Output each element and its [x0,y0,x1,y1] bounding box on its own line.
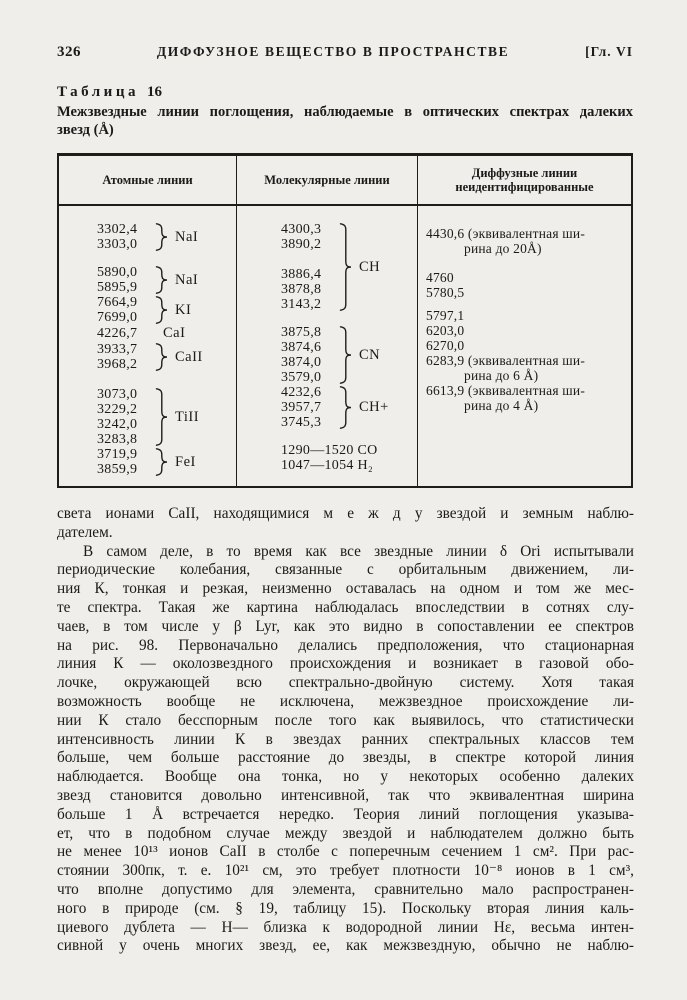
wavelength-value: 3242,0 [97,417,138,432]
brace-zone [155,223,175,251]
spectral-line-group [97,295,236,325]
text-line: света ионами CaII, находящимися м е ж д у звездой и земным наблю- [57,505,634,522]
text-line: сивной у очень многих звезд, ее, как межзвездную, обычно не наблю- [57,937,634,955]
species-label: CH+ [359,399,389,415]
wavelength-value: 3229,2 [97,402,138,417]
running-header [57,44,633,61]
text-line: больше, чем больше расстояние до звезды, в спектре которой линия [57,749,634,767]
text-line: чаев, в том числе у β Lyr, как это видно в сопоставлении ее спектров [57,617,634,635]
table-header-row [59,156,631,206]
curly-brace-icon [155,223,168,251]
table-label-word: Таблица [57,84,139,100]
species-label: CH [359,258,381,275]
curly-brace-icon [339,326,352,384]
wavelength-value [281,252,339,267]
text-line: те спектра. Такая же картина наблюдалась впоследствии в сотнях слу- [57,598,634,616]
paragraph [57,543,634,957]
wavelength-value: 3859,9 [97,462,138,477]
curly-brace-icon [155,343,168,371]
text-line: не менее 10¹³ ионов CaII в столбе с поперечным сечением 1 см². При рас- [57,843,634,861]
brace-zone [155,448,175,476]
diffuse-line: 6283,9 (эквивалентная ши- [426,353,586,368]
wavelength-list [97,265,155,295]
species-label: KI [175,301,192,318]
wavelength-value: 3933,7 [97,342,138,357]
text-line: дателем. [57,523,113,541]
spectral-line-group [97,342,236,372]
table-caption [57,104,633,139]
brace-zone [155,296,175,324]
text-line: возможность вообще не исключена, межзвездное происхождение ли- [57,692,634,710]
text-line: на рис. 98. Первоначально делались предположения, что стационарная [57,636,634,654]
text-line: ного в природе (см. § 19, таблицу 15). Поскольку вторая линия каль- [57,899,634,917]
curly-brace-icon [155,296,168,324]
column-header-diffuse-lines [418,156,631,204]
text-line: циевого дублета — Н— близка к водородной линии Нε, весьма интен- [57,918,634,936]
diffuse-line: 5797,1 [426,308,465,323]
spectral-line-group [97,222,236,252]
brace-zone [155,266,175,294]
wavelength-value: 4300,3 [281,222,322,237]
column-header-text: Молекулярные линии [264,172,390,187]
spectral-line-group [281,385,417,430]
table-body [59,206,631,486]
curly-brace-icon [155,388,168,446]
diffuse-entry [426,308,627,323]
wavelength-value: 3886,4 [281,267,322,282]
brace-zone [339,223,359,311]
wavelength-list [97,326,155,341]
wavelength-value: 7699,0 [97,310,138,325]
body-text [57,505,634,956]
column-diffuse-lines [418,206,631,486]
text-line: В самом деле, в то время как все звездные линии δ Ori испытывали [83,542,634,560]
wavelength-value: 4232,6 [281,385,322,400]
wavelength-value: 3878,8 [281,282,322,297]
curly-brace-icon [155,266,168,294]
table-label [57,84,162,101]
wavelength-list [97,387,155,447]
wavelength-list [97,295,155,325]
column-header-text: Диффузные линии [471,165,578,180]
column-header-text: неидентифицированные [455,180,594,194]
species-label: NaI [175,271,199,288]
species-label: CN [359,346,381,363]
text-line: линия К — околозвездного происхождения и возникает в газовой обо- [57,655,634,673]
spectral-line-group [97,447,236,477]
data-table [57,153,633,488]
wavelength-value: 3283,8 [97,432,138,447]
wavelength-list [97,222,155,252]
diffuse-line: рина до 20Å) [464,241,542,256]
diffuse-line: 6270,0 [426,338,465,353]
wavelength-value: 3745,3 [281,415,322,430]
molecular-range: 1047—1054 H₂ [281,458,374,473]
chapter-reference: [Гл. VI [585,44,633,59]
column-molecular-lines [237,206,418,486]
text-line: нии К стало бесспорным после того как выявилось, что статистически [57,711,634,729]
text-line: наблюдается. Вообще она тонка, но у некоторых особенно далеких [57,768,634,786]
column-header-text: Атомные линии [102,172,193,187]
wavelength-value: 3303,0 [97,237,138,252]
brace-zone [155,343,175,371]
wavelength-list [97,447,155,477]
diffuse-line: рина до 4 Å) [464,398,539,413]
wavelength-value: 3890,2 [281,237,322,252]
paragraph [57,505,634,543]
wavelength-value: 5895,9 [97,280,138,295]
wavelength-value: 3143,2 [281,297,322,312]
wavelength-value: 3719,9 [97,447,138,462]
diffuse-line: 5780,5 [426,285,465,300]
diffuse-entry [426,226,627,256]
diffuse-entry [426,285,627,300]
wavelength-value: 3968,2 [97,357,138,372]
wavelength-value: 3579,0 [281,370,322,385]
spectral-line-group [97,265,236,295]
wavelength-value: 3875,8 [281,325,322,340]
molecular-range: 1290—1520 CO [281,443,378,458]
wavelength-list [281,325,339,385]
text-line: интенсивность линии К в звездах ранних спектральных классов тем [57,730,634,748]
column-header-atomic-lines [59,156,237,204]
text-line: ет, что в подобном случае между звездой и наблюдателем должно быть [57,824,634,842]
brace-zone [339,326,359,384]
molecular-groups [281,222,417,430]
diffuse-line: 4760 [426,270,454,285]
diffuse-entry [426,323,627,338]
diffuse-line: 6203,0 [426,323,465,338]
wavelength-value: 3957,7 [281,400,322,415]
text-line: лочке, окружающей всю спектрально-двойную систему. Хотя такая [57,674,634,692]
running-title: ДИФФУЗНОЕ ВЕЩЕСТВО В ПРОСТРАНСТВЕ [156,44,510,59]
text-line: стоянии 300пк, т. е. 10²¹ см, это требует плотности 10⁻⁸ ионов в 1 см³, [57,862,634,880]
brace-zone [155,388,175,446]
text-line: звезд становится довольно интенсивной, так что эквивалентная ширина [57,786,634,804]
wavelength-list [281,385,339,430]
text-line: больше 1 Å встречается нередко. Теория линий поглощения указыва- [57,805,634,823]
diffuse-line: рина до 6 Å) [464,368,539,383]
text-line: ния К, тонкая и резкая, неизменно оставалась на одном и том же мес- [57,580,634,598]
curly-brace-icon [339,386,352,429]
species-label: NaI [175,228,199,245]
diffuse-entry [426,383,627,413]
wavelength-value: 3874,0 [281,355,322,370]
text-line: что вполне допустимо для элемента, сравнительно мало распространен- [57,880,634,898]
wavelength-list [97,342,155,372]
table-label-number: 16 [146,84,162,100]
text-line: периодические колебания, связанные с орбитальным движением, ли- [57,561,634,579]
species-label: FeI [175,453,196,470]
column-atomic-lines [59,206,237,486]
diffuse-line: 6613,9 (эквивалентная ши- [426,383,586,398]
spectral-line-group [97,387,236,447]
page-number: 326 [57,44,81,60]
brace-zone [339,386,359,429]
wavelength-value: 5890,0 [97,265,138,280]
spectral-line-group [97,325,236,342]
curly-brace-icon [339,223,352,311]
species-label: CaI [163,325,186,341]
diffuse-entry [426,270,627,285]
spectral-line-group [281,325,417,385]
diffuse-entry [426,353,627,383]
molecular-ranges [281,443,417,473]
curly-brace-icon [155,448,168,476]
caption-line: Межзвездные линии поглощения, наблюдаемые в оптических спектрах далеких [57,104,633,120]
wavelength-value: 7664,9 [97,295,138,310]
wavelength-value: 4226,7 [97,326,138,341]
wavelength-value: 3302,4 [97,222,138,237]
species-label: CaII [175,348,203,365]
spectral-line-group [281,222,417,312]
caption-line: звезд (Å) [57,121,114,138]
diffuse-entry [426,338,627,353]
wavelength-value: 3073,0 [97,387,138,402]
wavelength-value: 3874,6 [281,340,322,355]
wavelength-list [281,222,339,312]
diffuse-line: 4430,6 (эквивалентная ши- [426,226,586,241]
column-header-molecular-lines [237,156,418,204]
species-label: TiII [175,408,200,425]
